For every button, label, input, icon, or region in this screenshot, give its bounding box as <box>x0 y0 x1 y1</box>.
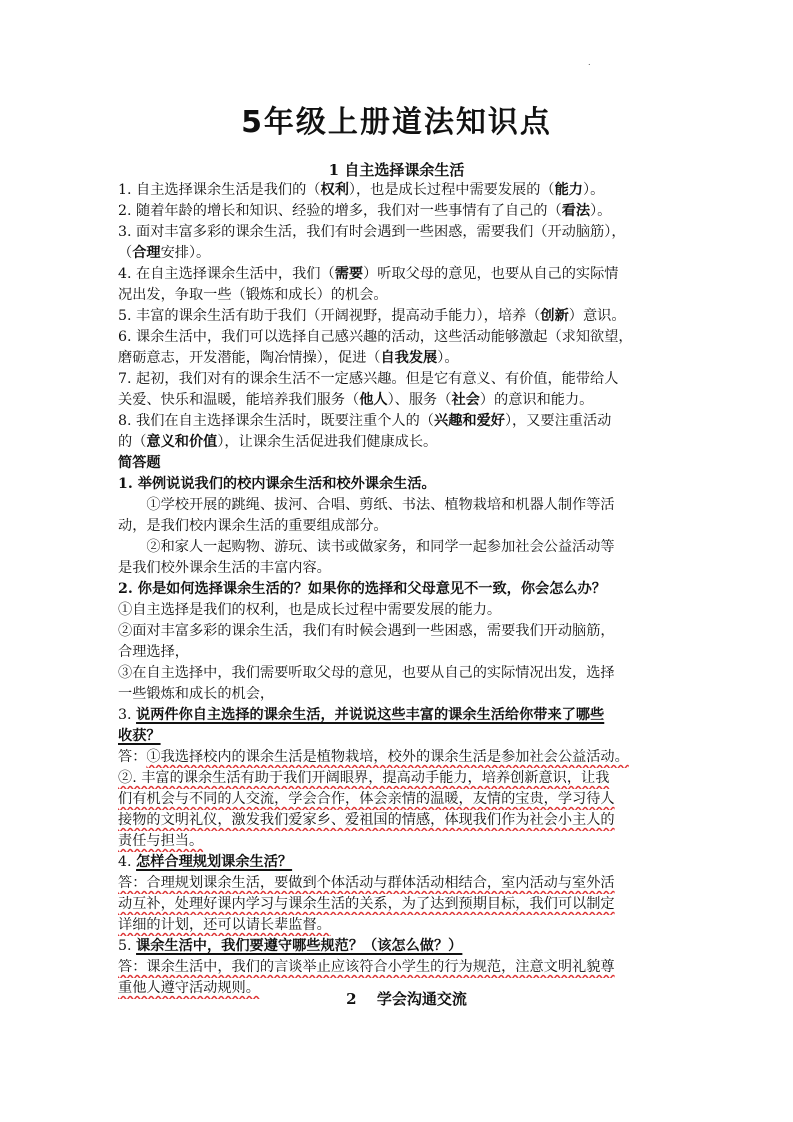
text-segment: ）。 <box>437 350 459 366</box>
text-segment: 说两件你自主选择的课余生活，并说说这些丰富的课余生活给你带来了哪些 <box>136 707 605 723</box>
text-segment: 答：合理规划课余生活，要做到个体活动与群体活动相结合，室内活动与室外活 <box>118 875 615 891</box>
text-segment: 1. 举例说说我们的校内课余生活和校外课余生活。 <box>118 476 436 492</box>
text-segment: 3. 面对丰富多彩的课余生活，我们有时会遇到一些困惑，需要我们（开动脑筋）， <box>118 224 626 240</box>
text-segment: 答： <box>118 749 147 765</box>
section-title-1: 1 自主选择课余生活 <box>328 161 465 179</box>
text-segment: 意义和价值 <box>146 434 218 450</box>
text-segment: 动互补，处理好课内学习与课余生活的关系，为了达到预期目标，我们可以制定 <box>118 896 615 912</box>
text-line <box>118 747 678 768</box>
text-segment: 简答题 <box>118 455 161 471</box>
text-segment: ）的意识和能力。 <box>479 392 594 408</box>
text-segment: 接物的文明礼仪，激发我们爱家乡、爱祖国的情感，体现我们作为社会小主人的 <box>118 812 615 828</box>
text-segment: 是我们校外课余生活的丰富内容。 <box>118 560 331 576</box>
text-line <box>118 663 678 684</box>
text-line <box>118 537 678 558</box>
text-line <box>118 810 678 831</box>
text-segment: 社会 <box>451 392 480 408</box>
text-line <box>118 327 678 348</box>
text-line <box>118 264 678 285</box>
section-title-2: 2 学会沟通交流 <box>346 990 467 1008</box>
text-line <box>118 705 678 726</box>
text-segment: 5. <box>118 938 137 954</box>
text-segment: 自我发展 <box>380 350 438 366</box>
text-line <box>118 831 678 852</box>
text-segment: 2. 你是如何选择课余生活的？如果你的选择和父母意见不一致，你会怎么办？ <box>118 581 606 597</box>
text-line <box>118 495 678 516</box>
text-segment: ），又要注重活动 <box>504 413 612 429</box>
text-line <box>118 726 678 747</box>
text-segment: ）。 <box>590 203 612 219</box>
text-segment: 重他人遵守活动规则。 <box>118 980 260 996</box>
text-line <box>118 453 678 474</box>
text-segment: 合理 <box>132 245 161 261</box>
text-segment: ②面对丰富多彩的课余生活，我们有时候会遇到一些困惑，需要我们开动脑筋， <box>118 623 615 639</box>
text-segment: 2. 随着年龄的增长和知识、经验的增多，我们对一些事情有了自己的（ <box>118 203 562 219</box>
text-line <box>118 243 678 264</box>
text-line <box>118 579 678 600</box>
text-segment: 课余生活中，我们要遵守哪些规范？（该怎么做？） <box>136 938 463 954</box>
text-segment: ①我选择校内的课余生活是植物栽培，校外的课余生活是参加社会公益活动。 <box>146 749 629 765</box>
text-segment: 安排）。 <box>160 245 211 261</box>
text-segment: 6. 课余生活中，我们可以选择自己感兴趣的活动，这些活动能够激起（求知欲望， <box>118 329 633 345</box>
page-title: 5年级上册道法知识点 <box>241 105 552 140</box>
text-segment: 权利 <box>320 182 349 198</box>
text-line <box>118 558 678 579</box>
text-segment: 创新 <box>540 308 569 324</box>
text-segment: 3. <box>118 707 137 723</box>
text-segment: ），让课余生活促进我们健康成长。 <box>217 434 438 450</box>
text-segment: （ <box>118 245 133 261</box>
text-segment: 8. 我们在自主选择课余生活时，既要注重个人的（ <box>118 413 434 429</box>
text-segment: ②. 丰富的课余生活有助于我们开阔眼界，提高动手能力，培养创新意识，让我 <box>118 770 610 786</box>
text-line <box>118 390 678 411</box>
text-line <box>118 915 678 936</box>
text-segment: 责任与担当。 <box>118 833 204 849</box>
text-line <box>118 201 678 222</box>
text-segment: 的（ <box>118 434 147 450</box>
text-line <box>118 684 678 705</box>
text-line <box>118 789 678 810</box>
text-line <box>118 768 678 789</box>
text-line <box>118 621 678 642</box>
text-line <box>118 411 678 432</box>
text-segment: 他人 <box>359 392 388 408</box>
text-segment: ①学校开展的跳绳、拔河、合唱、剪纸、书法、植物栽培和机器人制作等活 <box>118 497 615 513</box>
text-segment: 况出发，争取一些（锻炼和成长）的机会。 <box>118 287 388 303</box>
text-segment: 磨砺意志，开发潜能，陶冶情操），促进（ <box>118 350 381 366</box>
text-line <box>118 222 678 243</box>
text-segment: 5. 丰富的课余生活有助于我们（开阔视野，提高动手能力），培养（ <box>118 308 541 324</box>
text-line <box>118 432 678 453</box>
text-segment: 动，是我们校内课余生活的重要组成部分。 <box>118 518 388 534</box>
text-segment: 们有机会与不同的人交流，学会合作，体会亲情的温暖，友情的宝贵，学习待人 <box>118 791 615 807</box>
text-line <box>118 852 678 873</box>
text-line <box>118 285 678 306</box>
text-segment: 合理选择， <box>118 644 189 660</box>
text-segment: ①自主选择是我们的权利，也是成长过程中需要发展的能力。 <box>118 602 502 618</box>
text-line <box>118 600 678 621</box>
text-segment: ）意识。 <box>568 308 626 324</box>
text-segment: 兴趣和爱好 <box>434 413 505 429</box>
text-segment: ）。 <box>583 182 605 198</box>
text-segment: ）听取父母的意见，也要从自己的实际情 <box>363 266 619 282</box>
text-line <box>118 474 678 495</box>
text-line <box>118 642 678 663</box>
text-segment: 4. <box>118 854 137 870</box>
text-line <box>118 348 678 369</box>
text-segment: 4. 在自主选择课余生活中，我们（ <box>118 266 335 282</box>
text-segment: 收获？ <box>118 728 161 744</box>
text-line <box>118 957 678 978</box>
text-segment: 详细的计划，还可以请长辈监督。 <box>118 917 331 933</box>
text-segment: 怎样合理规划课余生活？ <box>136 854 293 870</box>
text-segment: 1. 自主选择课余生活是我们的（ <box>118 182 321 198</box>
text-segment: ），也是成长过程中需要发展的（ <box>348 182 555 198</box>
text-segment: ②和家人一起购物、游玩、读书或做家务，和同学一起参加社会公益活动等 <box>118 539 615 555</box>
text-line <box>118 180 678 201</box>
text-line <box>118 873 678 894</box>
text-line <box>118 894 678 915</box>
text-segment: 7. 起初，我们对有的课余生活不一定感兴趣。但是它有意义、有价值，能带给人 <box>118 371 619 387</box>
text-segment: 看法 <box>561 203 591 219</box>
text-segment: ）、服务（ <box>387 392 452 408</box>
text-segment: 需要 <box>334 266 364 282</box>
text-line <box>118 516 678 537</box>
text-segment: ③在自主选择中，我们需要听取父母的意见，也要从自己的实际情况出发，选择 <box>118 665 615 681</box>
text-line <box>118 306 678 327</box>
text-segment: 一些锻炼和成长的机会， <box>118 686 275 702</box>
text-segment: 能力 <box>554 182 583 198</box>
text-segment: 答：课余生活中，我们的言谈举止应该符合小学生的行为规范，注意文明礼貌尊 <box>118 959 615 975</box>
text-segment: 关爱、快乐和温暖，能培养我们服务（ <box>118 392 360 408</box>
text-line <box>118 369 678 390</box>
corner-mark: . <box>588 58 591 67</box>
text-line <box>118 936 678 957</box>
